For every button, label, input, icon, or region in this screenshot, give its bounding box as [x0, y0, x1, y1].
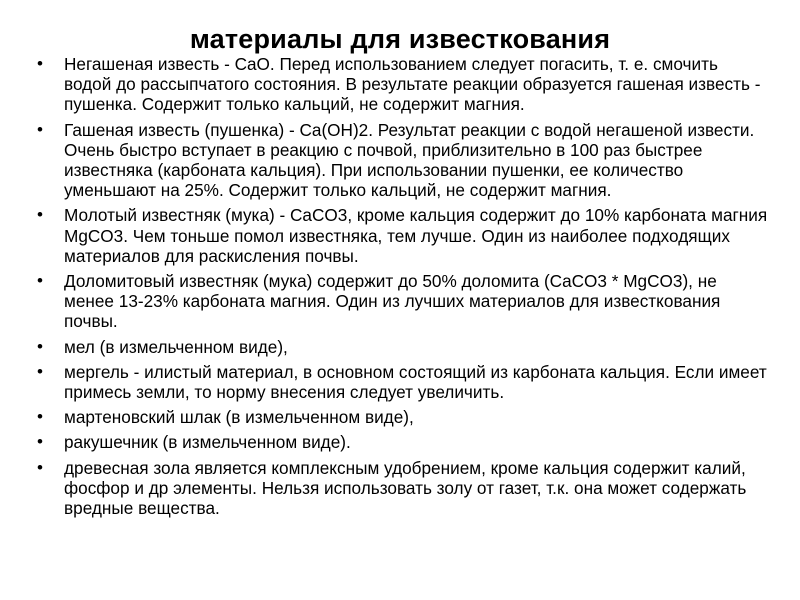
- bullet-text: Гашеная известь (пушенка) - Ca(OH)2. Результат реакции с водой негашеной извести. Очень быстро вступает в реакцию с почвой, приблизительно в 100 раз быстрее известняка (карбоната кальция). При использовании пушенки, ее количество уменьшают на 25%. Содержит только кальций, не содержит магния.: [64, 119, 755, 201]
- bullet-item: [28, 458, 768, 519]
- bullet-item: [28, 271, 768, 332]
- bullet-item: [28, 54, 768, 115]
- bullet-icon: •: [37, 361, 43, 381]
- bullet-icon: •: [37, 205, 43, 225]
- bullet-icon: •: [37, 119, 43, 139]
- bullet-item: [28, 407, 768, 427]
- bullet-list: [28, 54, 768, 523]
- bullet-item: [28, 362, 768, 402]
- bullet-text: мел (в измельченном виде),: [64, 336, 288, 357]
- bullet-icon: •: [37, 336, 43, 356]
- bullet-item: [28, 432, 768, 452]
- slide-title: материалы для известкования: [189, 24, 611, 54]
- bullet-text: древесная зола является комплексным удобрением, кроме кальция содержит калий, фосфор и др элементы. Нельзя использовать золу от газет, т.к. она может содержать вредные вещества.: [64, 457, 747, 519]
- bullet-text: мергель - илистый материал, в основном состоящий из карбоната кальция. Если имеет примесь земли, то норму внесения следует увеличить.: [64, 361, 767, 403]
- bullet-icon: •: [37, 432, 43, 452]
- bullet-item: [28, 120, 768, 201]
- bullet-text: Доломитовый известняк (мука) содержит до 50% доломита (CaCO3 * MgCO3), не менее 13-23% карбоната магния. Один из лучших материалов для известкования почвы.: [64, 271, 721, 332]
- bullet-text: Негашеная известь - CaO. Перед использованием следует погасить, т. е. смочить водой до рассыпчатого состояния. В результате реакции образуется гашеная известь - пушенка. Содержит только кальций, не содержит магния.: [64, 54, 761, 115]
- bullet-text: Молотый известняк (мука) - CaCO3, кроме кальция содержит до 10% карбоната магния MgCO3. Чем тоньше помол известняка, тем лучше. Один из наиболее подходящих материалов для раскисления почвы.: [64, 205, 768, 266]
- bullet-icon: •: [37, 457, 43, 477]
- bullet-icon: •: [37, 407, 43, 427]
- bullet-text: мартеновский шлак (в измельченном виде),: [64, 407, 414, 428]
- bullet-text: ракушечник (в измельченном виде).: [64, 432, 351, 453]
- bullet-item: [28, 205, 768, 266]
- bullet-icon: •: [37, 54, 43, 73]
- bullet-icon: •: [37, 271, 43, 291]
- bullet-item: [28, 337, 768, 357]
